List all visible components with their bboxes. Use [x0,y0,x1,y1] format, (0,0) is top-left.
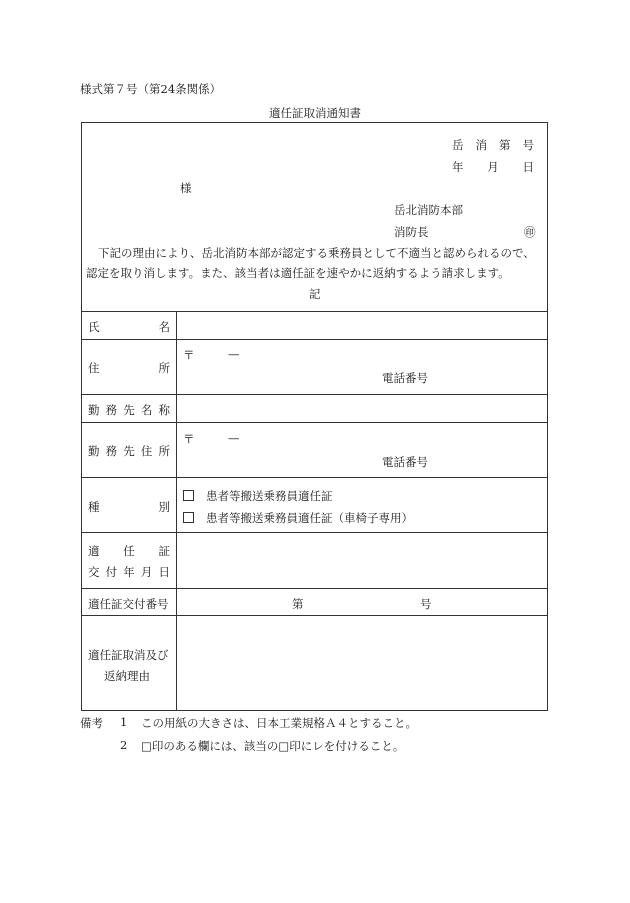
issuer-title: 消防長 [394,225,429,239]
issuer-org: 岳北消防本部 [394,203,463,217]
form-number: 様式第７号（第24条関係） [80,82,222,96]
date-line: 年 月 日 [452,160,534,174]
row-divider [82,615,547,616]
body-text-line-1: 下記の理由により、岳北消防本部が認定する乗務員として不適当と認められるので、 [98,246,535,260]
document-title: 適任証取消通知書 [269,106,361,120]
address-postal-mark: 〒 [183,348,195,362]
issue-date-label-line-1: 適 任 証 [88,544,170,558]
document-number-line: 岳 消 第 号 [452,138,534,152]
type-option-1[interactable]: 患者等搬送乗務員適任証 [183,488,333,504]
notes-heading: 備考 [80,716,103,730]
note-text: この用紙の大きさは、日本工業規格Ａ４とすること。 [141,716,417,730]
revoke-reason-label-line-2: 返納理由 [104,669,150,683]
type-option-2[interactable]: 患者等搬送乗務員適任証（車椅子専用） [183,510,413,526]
cert-number-suffix: 号 [420,597,432,611]
form-frame [81,122,548,711]
column-divider [176,311,177,710]
name-label: 氏 名 [88,320,170,334]
workplace-address-label: 勤 務 先 住 所 [88,444,170,458]
row-divider [82,311,547,312]
ki-heading: 記 [309,287,321,301]
row-divider [82,339,547,340]
workplace-name-label: 勤 務 先 名 称 [88,403,170,417]
row-divider [82,477,547,478]
revoke-reason-label-line-1: 適任証取消及び [88,648,169,662]
row-divider [82,394,547,395]
issue-date-label-line-2: 交 付 年 月 日 [88,565,170,579]
checkbox-icon[interactable] [183,512,194,523]
body-text-line-2: 認定を取り消します。また、該当者は適任証を速やかに返納するよう請求します。 [86,266,510,280]
addressee-suffix: 様 [180,181,192,195]
type-label: 種 別 [88,500,170,514]
address-phone-label: 電話番号 [382,371,428,385]
row-divider [82,532,547,533]
address-label: 住 所 [88,361,170,375]
address-postal-dash: — [228,347,240,361]
seal-mark: ㊞ [524,225,536,239]
row-divider [82,422,547,423]
note-text: □印のある欄には、該当の□印にレを付けること。 [141,739,405,753]
cert-number-prefix: 第 [292,597,304,611]
row-divider [82,588,547,589]
checkbox-icon[interactable] [183,490,194,501]
workplace-phone-label: 電話番号 [382,455,428,469]
note-number: 2 [120,738,128,752]
cert-number-label: 適任証交付番号 [88,597,169,611]
workplace-postal-dash: — [228,431,240,445]
workplace-postal-mark: 〒 [183,432,195,446]
note-number: 1 [120,715,128,729]
